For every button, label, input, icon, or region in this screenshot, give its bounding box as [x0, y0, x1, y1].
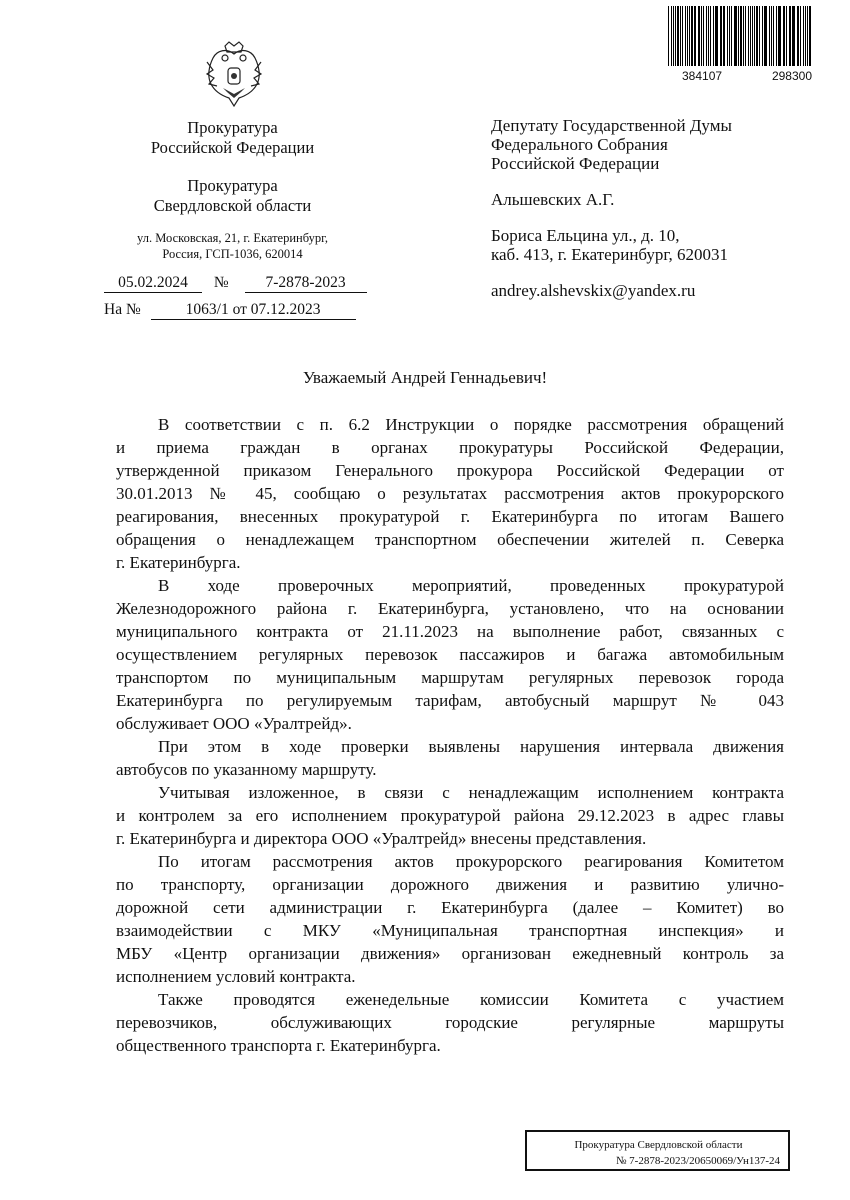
- barcode-bar: [734, 6, 735, 66]
- barcode-bar: [738, 6, 739, 66]
- barcode-bar: [797, 6, 798, 66]
- paragraph-line: г. Екатеринбурга и директора ООО «Уралтрейд» внесены представления.: [116, 829, 647, 848]
- paragraph-line: по транспорту, организации дорожного движения и развитию улично-: [116, 875, 784, 894]
- barcode: [668, 6, 812, 66]
- barcode-bar: [759, 6, 760, 66]
- barcode-bar: [756, 6, 757, 66]
- barcode-bar: [783, 6, 784, 66]
- barcode-bar: [809, 6, 810, 66]
- barcode-bar: [727, 6, 728, 66]
- letter-number: 7-2878-2023: [245, 274, 367, 293]
- in-reply-value: 1063/1 от 07.12.2023: [151, 301, 356, 320]
- barcode-bar: [764, 6, 765, 66]
- barcode-bar: [708, 6, 709, 66]
- paragraph-line: утвержденной приказом Генерального прокурора Российской Федерации от: [116, 461, 784, 480]
- barcode-bar: [703, 6, 704, 66]
- in-reply-label: На №: [104, 301, 141, 318]
- paragraph-line: В соответствии с п. 6.2 Инструкции о порядке рассмотрения обращений: [158, 415, 784, 434]
- paragraph: [116, 735, 784, 781]
- paragraph-line: МБУ «Центр организации движения» организован ежедневный контроль за: [116, 944, 784, 963]
- paragraph: [116, 988, 784, 1057]
- barcode-bar: [786, 6, 787, 66]
- title-line: Российской Федерации: [491, 154, 660, 173]
- address-line: каб. 413, г. Екатеринбург, 620031: [491, 245, 728, 264]
- barcode-bar: [776, 6, 777, 66]
- barcode-bar: [689, 6, 690, 66]
- paragraph-line: Екатеринбурга по регулируемым тарифам, автобусный маршрут № 043: [116, 691, 784, 710]
- paragraph: [116, 574, 784, 735]
- barcode-bar: [789, 6, 791, 66]
- title-line: Федерального Собрания: [491, 135, 668, 154]
- barcode-bar: [715, 6, 716, 66]
- barcode-left-number: 384107: [682, 69, 723, 83]
- barcode-bar: [792, 6, 793, 66]
- address-line: ул. Московская, 21, г. Екатеринбург,: [137, 231, 328, 245]
- barcode-bar: [729, 6, 730, 66]
- letter-body: [116, 413, 784, 1057]
- greeting: Уважаемый Андрей Геннадьевич!: [302, 368, 548, 387]
- recipient-name: Альшевских А.Г.: [491, 190, 615, 209]
- paragraph-line: взаимодействии с МКУ «Муниципальная транспортная инспекция» и: [116, 921, 784, 940]
- recipient-title: [491, 116, 732, 173]
- sender-org-regional: [100, 176, 365, 216]
- barcode-bar: [800, 6, 801, 66]
- org-line: Прокуратура: [187, 118, 278, 137]
- paragraph-line: 30.01.2013 № 45, сообщаю о результатах рассмотрения актов прокурорского: [116, 484, 784, 503]
- barcode-bar: [723, 6, 724, 66]
- paragraph-line: Железнодорожного района г. Екатеринбурга, установлено, что на основании: [116, 599, 784, 618]
- barcode-bar: [668, 6, 669, 66]
- barcode-bar: [743, 6, 744, 66]
- paragraph-line: Также проводятся еженедельные комиссии Комитета с участием: [158, 990, 784, 1009]
- recipient-address: [491, 226, 732, 264]
- barcode-bar: [762, 6, 763, 66]
- address-line: Россия, ГСП-1036, 620014: [162, 247, 303, 261]
- barcode-bar: [724, 6, 725, 66]
- paragraph-line: общественного транспорта г. Екатеринбурга.: [116, 1036, 441, 1055]
- barcode-bar: [716, 6, 717, 66]
- barcode-bar: [745, 6, 746, 66]
- coat-of-arms-emblem: [203, 40, 265, 110]
- paragraph-line: обращения о ненадлежащем транспортном обеспечении жителей п. Северка: [116, 530, 784, 549]
- number-sign: №: [213, 274, 229, 291]
- barcode-bar: [675, 6, 676, 66]
- barcode-bar: [773, 6, 774, 66]
- barcode-bar: [710, 6, 711, 66]
- paragraph-line: осуществлением регулярных перевозок пассажиров и багажа автомобильным: [116, 645, 784, 664]
- paragraph-line: и приема граждан в органах прокуратуры Российской Федерации,: [116, 438, 784, 457]
- sender-block: [100, 118, 365, 262]
- paragraph: [116, 850, 784, 988]
- paragraph-line: обслуживает ООО «Уралтрейд».: [116, 714, 352, 733]
- stamp-org: Прокуратура Свердловской области: [574, 1139, 743, 1151]
- barcode-bar: [731, 6, 732, 66]
- barcode-bar: [798, 6, 799, 66]
- barcode-bar: [698, 6, 700, 66]
- barcode-bar: [807, 6, 808, 66]
- barcode-bar: [805, 6, 806, 66]
- barcode-bar: [673, 6, 674, 66]
- barcode-bar: [720, 6, 722, 66]
- barcode-bar: [784, 6, 785, 66]
- stamp-number: № 7-2878-2023/20650069/Ун137-24: [615, 1155, 780, 1167]
- org-line: Свердловской области: [153, 196, 312, 215]
- paragraph-line: реагирования, внесенных прокуратурой г. Екатеринбурга по итогам Вашего: [116, 507, 784, 526]
- barcode-bar: [687, 6, 688, 66]
- barcode-bar: [803, 6, 804, 66]
- barcode-bar: [695, 6, 696, 66]
- barcode-bar: [682, 6, 683, 66]
- paragraph-line: дорожной сети администрации г. Екатеринбурга (далее – Комитет) во: [116, 898, 784, 917]
- sender-address: [100, 230, 365, 262]
- paragraph-line: Учитывая изложенное, в связи с ненадлежащим исполнением контракта: [158, 783, 784, 802]
- barcode-bar: [713, 6, 714, 66]
- recipient-block: [491, 116, 732, 300]
- letter-date: 05.02.2024: [104, 274, 202, 293]
- barcode-bar: [765, 6, 767, 66]
- barcode-bar: [769, 6, 770, 66]
- paragraph-line: В ходе проверочных мероприятий, проведенных прокуратурой: [158, 576, 784, 595]
- barcode-bar: [706, 6, 707, 66]
- paragraph-line: г. Екатеринбурга.: [116, 553, 241, 572]
- paragraph: [116, 781, 784, 850]
- barcode-bar: [740, 6, 742, 66]
- paragraph-line: По итогам рассмотрения актов прокурорского реагирования Комитетом: [158, 852, 784, 871]
- registration-line: [104, 274, 367, 293]
- barcode-bar: [793, 6, 794, 66]
- recipient-email: andrey.alshevskix@yandex.ru: [491, 281, 696, 300]
- org-line: Российской Федерации: [150, 138, 315, 157]
- sender-org-federal: [100, 118, 365, 158]
- paragraph-line: перевозчиков, обслуживающих городские регулярные маршруты: [116, 1013, 784, 1032]
- barcode-bar: [694, 6, 695, 66]
- paragraph-line: транспортом по муниципальным маршрутам регулярных перевозок города: [116, 668, 784, 687]
- registration-stamp: [525, 1130, 790, 1171]
- paragraph-line: муниципального контракта от 21.11.2023 на выполнение работ, связанных с: [116, 622, 784, 641]
- barcode-right-number: 298300: [771, 69, 812, 83]
- barcode-bar: [671, 6, 672, 66]
- barcode-bar: [677, 6, 679, 66]
- paragraph-line: и контролем за его исполнением прокуратурой района 29.12.2023 в адрес главы: [116, 806, 784, 825]
- barcode-bar: [771, 6, 772, 66]
- org-line: Прокуратура: [187, 176, 278, 195]
- barcode-bar: [691, 6, 692, 66]
- barcode-bar: [750, 6, 751, 66]
- barcode-bar: [701, 6, 702, 66]
- paragraph-line: исполнением условий контракта.: [116, 967, 356, 986]
- paragraph-line: автобусов по указанному маршруту.: [116, 760, 377, 779]
- barcode-numbers: [682, 69, 812, 83]
- in-reply-line: [104, 301, 356, 320]
- barcode-bar: [752, 6, 753, 66]
- barcode-bar: [685, 6, 686, 66]
- barcode-bar: [748, 6, 749, 66]
- barcode-bar: [680, 6, 681, 66]
- paragraph-line: При этом в ходе проверки выявлены нарушения интервала движения: [158, 737, 784, 756]
- title-line: Депутату Государственной Думы: [491, 116, 732, 135]
- barcode-bar: [735, 6, 736, 66]
- barcode-bar: [754, 6, 755, 66]
- barcode-bar: [778, 6, 779, 66]
- barcode-bar: [779, 6, 780, 66]
- address-line: Бориса Ельцина ул., д. 10,: [491, 226, 680, 245]
- paragraph: [116, 413, 784, 574]
